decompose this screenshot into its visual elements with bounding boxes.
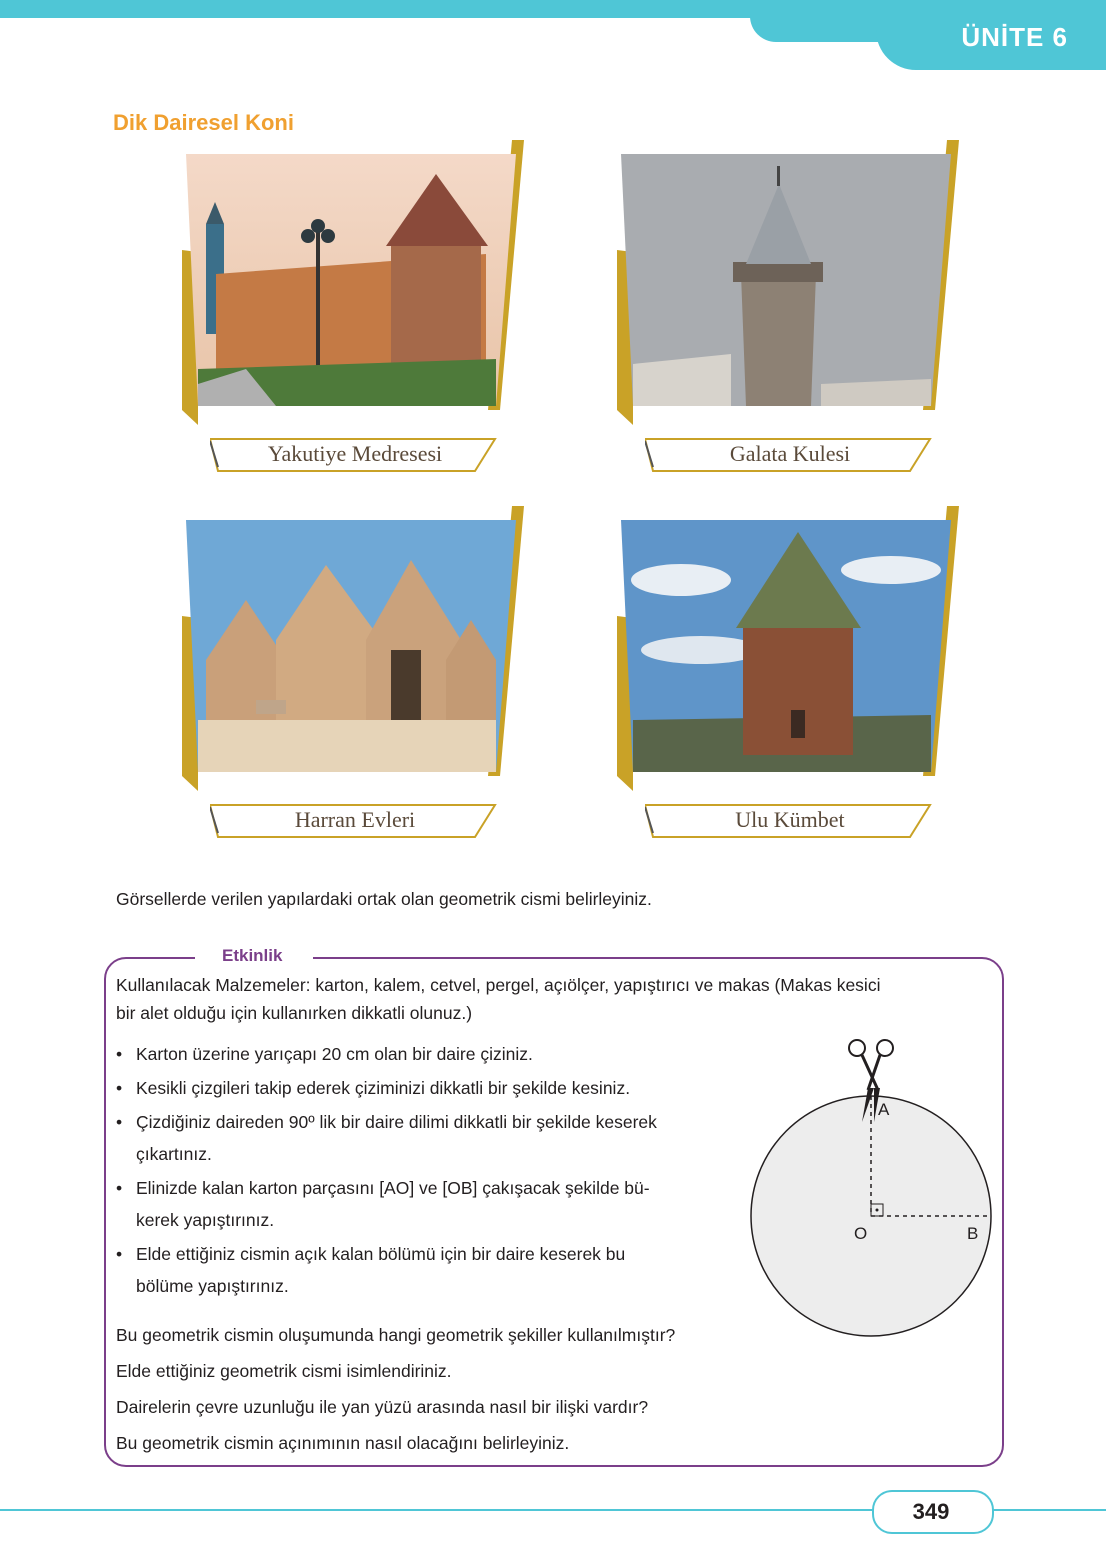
- photo-card-yakutiye: [182, 140, 522, 420]
- step-text: Karton üzerine yarıçapı 20 cm olan bir daire çiziniz.: [136, 1044, 533, 1064]
- bullet-dot: •: [116, 1244, 123, 1264]
- caption-yakutiye: [210, 437, 500, 471]
- caption-ulu-kumbet: [645, 803, 935, 837]
- step-text: Elinizde kalan karton parçasını [AO] ve [OB] çakışacak şekilde bü-: [136, 1178, 650, 1198]
- step-text: Çizdiğiniz daireden 90º lik bir daire dilimi dikkatli bir şekilde keserek: [136, 1112, 657, 1132]
- step-text: kerek yapıştırınız.: [136, 1210, 275, 1230]
- caption-text: Harran Evleri: [294, 807, 416, 832]
- bullet-dot: •: [116, 1044, 123, 1064]
- activity-question: Bu geometrik cismin açınımının nasıl olacağını belirleyiniz.: [116, 1433, 570, 1453]
- header-tab-step: [750, 0, 890, 42]
- activity-question: Bu geometrik cismin oluşumunda hangi geometrik şekiller kullanılmıştır?: [116, 1325, 676, 1345]
- yakutiye-photo: [186, 154, 516, 406]
- section-title: Dik Dairesel Koni: [113, 110, 294, 135]
- bullet-dot: •: [116, 1112, 123, 1132]
- bullet-dot: •: [116, 1078, 123, 1098]
- photo-card-harran: [182, 506, 522, 786]
- activity-question: Dairelerin çevre uzunluğu ile yan yüzü arasında nasıl bir ilişki vardır?: [116, 1397, 649, 1417]
- caption-text: Ulu Kümbet: [735, 807, 845, 832]
- unit-label: ÜNİTE 6: [961, 22, 1068, 52]
- step-text: bölüme yapıştırınız.: [136, 1276, 289, 1296]
- step-text: Kesikli çizgileri takip ederek çiziminizi dikkatli bir şekilde kesiniz.: [136, 1078, 631, 1098]
- harran-photo: [186, 520, 516, 772]
- label-b: B: [967, 1224, 979, 1243]
- ulu-kumbet-photo: [621, 520, 951, 772]
- intro-question: Görsellerde verilen yapılardaki ortak olan geometrik cismi belirleyiniz.: [116, 889, 652, 909]
- bullet-dot: •: [116, 1178, 123, 1198]
- caption-text: Yakutiye Medresesi: [267, 441, 443, 466]
- caption-text: Galata Kulesi: [729, 441, 851, 466]
- label-a: A: [878, 1100, 890, 1119]
- circle-diagram: [740, 1030, 1002, 1340]
- step-text: çıkartınız.: [136, 1144, 212, 1164]
- page-number: 349: [912, 1499, 950, 1524]
- caption-galata: [645, 437, 935, 471]
- galata-photo: [621, 154, 951, 406]
- activity-title: Etkinlik: [222, 946, 283, 965]
- photo-card-ulu-kumbet: [617, 506, 957, 786]
- photo-card-galata: [617, 140, 957, 420]
- step-text: Elde ettiğiniz cismin açık kalan bölümü için bir daire keserek bu: [136, 1244, 626, 1264]
- materials-line-1: Kullanılacak Malzemeler: karton, kalem, cetvel, pergel, açıölçer, yapıştırıcı ve makas (Makas kesici: [116, 975, 881, 995]
- caption-harran: [210, 803, 500, 837]
- label-o: O: [854, 1224, 868, 1243]
- activity-question: Elde ettiğiniz geometrik cismi isimlendiriniz.: [116, 1361, 452, 1381]
- materials-line-2: bir alet olduğu için kullanırken dikkatli olunuz.): [116, 1003, 473, 1023]
